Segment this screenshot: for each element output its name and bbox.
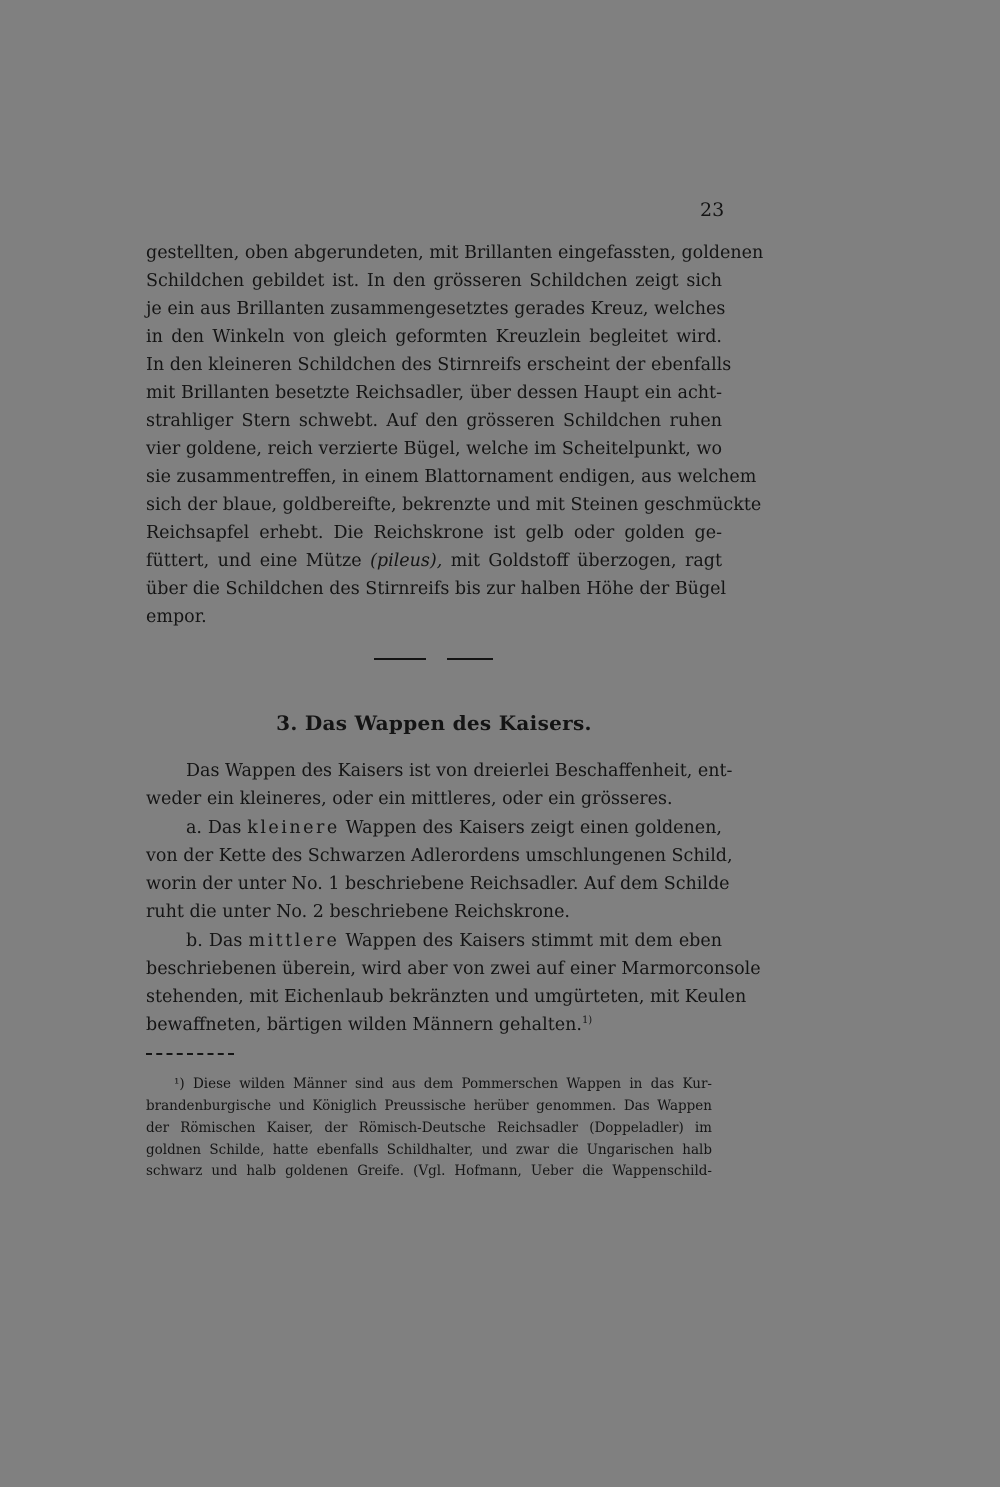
paragraph-line [146, 548, 722, 574]
paragraph-line: sich der blaue, goldbereifte, bekrenzte und mit Steinen geschmückte [146, 495, 762, 515]
paragraph-line [186, 815, 722, 841]
item-label: a. Das [186, 818, 248, 838]
paragraph-line [146, 1012, 722, 1038]
footnote-line: brandenburgische und Königlich Preussische herüber genommen. Das Wappen [146, 1098, 712, 1114]
line-text: bewaffneten, bärtigen wilden Männern gehalten. [146, 1015, 582, 1035]
paragraph-line: gestellten, oben abgerundeten, mit Brillanten eingefassten, goldenen [146, 243, 764, 263]
paragraph-line: strahliger Stern schwebt. Auf den grösseren Schildchen ruhen [146, 411, 722, 431]
paragraph-line: von der Kette des Schwarzen Adlerordens umschlungenen Schild, [146, 846, 733, 866]
footnote-line [174, 1075, 712, 1095]
section-separator-left [374, 658, 426, 660]
spaced-term: mittlere [248, 931, 340, 951]
page-number: 23 [700, 199, 725, 221]
footnote-rule [146, 1053, 234, 1055]
line-text: Wappen des Kaisers zeigt einen goldenen, [339, 818, 722, 838]
line-text: mit Goldstoff überzogen, ragt [442, 551, 722, 571]
section-heading: 3. Das Wappen des Kaisers. [276, 711, 592, 735]
paragraph-line: in den Winkeln von gleich geformten Kreuzlein begleitet wird. [146, 327, 722, 347]
paragraph-line: über die Schildchen des Stirnreifs bis zur halben Höhe der Bügel [146, 579, 727, 599]
paragraph-line: mit Brillanten besetzte Reichsadler, über dessen Haupt ein acht- [146, 383, 722, 403]
section-separator-right [447, 658, 493, 660]
paragraph-line: vier goldene, reich verzierte Bügel, welche im Scheitelpunkt, wo [146, 439, 722, 459]
footnote-line: der Römischen Kaiser, der Römisch-Deutsche Reichsadler (Doppeladler) im [146, 1120, 712, 1136]
paragraph-line: Das Wappen des Kaisers ist von dreierlei Beschaffenheit, ent- [186, 761, 733, 781]
footnote-text: Diese wilden Männer sind aus dem Pommerschen Wappen in das Kur- [184, 1076, 712, 1092]
paragraph-line [186, 928, 722, 954]
paragraph-line: stehenden, mit Eichenlaub bekränzten und umgürteten, mit Keulen [146, 987, 747, 1007]
paragraph-line: Reichsapfel erhebt. Die Reichskrone ist gelb oder golden ge- [146, 523, 722, 543]
footnote-ref: 1) [581, 1015, 593, 1027]
spaced-term: kleinere [247, 818, 340, 838]
paragraph-line: Schildchen gebildet ist. In den grösseren Schildchen zeigt sich [146, 271, 722, 291]
paragraph-line: beschriebenen überein, wird aber von zwei auf einer Marmorconsole [146, 959, 761, 979]
paragraph-line: je ein aus Brillanten zusammengesetztes gerades Kreuz, welches [146, 299, 726, 319]
paragraph-line: worin der unter No. 1 beschriebene Reichsadler. Auf dem Schilde [146, 874, 730, 894]
line-text: füttert, und eine Mütze [146, 551, 371, 571]
footnote-line: goldnen Schilde, hatte ebenfalls Schildhalter, und zwar die Ungarischen halb [146, 1142, 712, 1158]
footnote-marker: ¹) [174, 1076, 185, 1092]
paragraph-line: ruht die unter No. 2 beschriebene Reichskrone. [146, 902, 570, 922]
latin-term: (pileus), [370, 551, 443, 571]
paragraph-line: sie zusammentreffen, in einem Blattornament endigen, aus welchem [146, 467, 757, 487]
paragraph-line: weder ein kleineres, oder ein mittleres, oder ein grösseres. [146, 789, 673, 809]
footnote-line: schwarz und halb goldenen Greife. (Vgl. Hofmann, Ueber die Wappenschild- [146, 1163, 712, 1179]
item-label: b. Das [186, 931, 249, 951]
paragraph-line: empor. [146, 607, 207, 627]
line-text: Wappen des Kaisers stimmt mit dem eben [339, 931, 722, 951]
paragraph-line: In den kleineren Schildchen des Stirnreifs erscheint der ebenfalls [146, 355, 732, 375]
